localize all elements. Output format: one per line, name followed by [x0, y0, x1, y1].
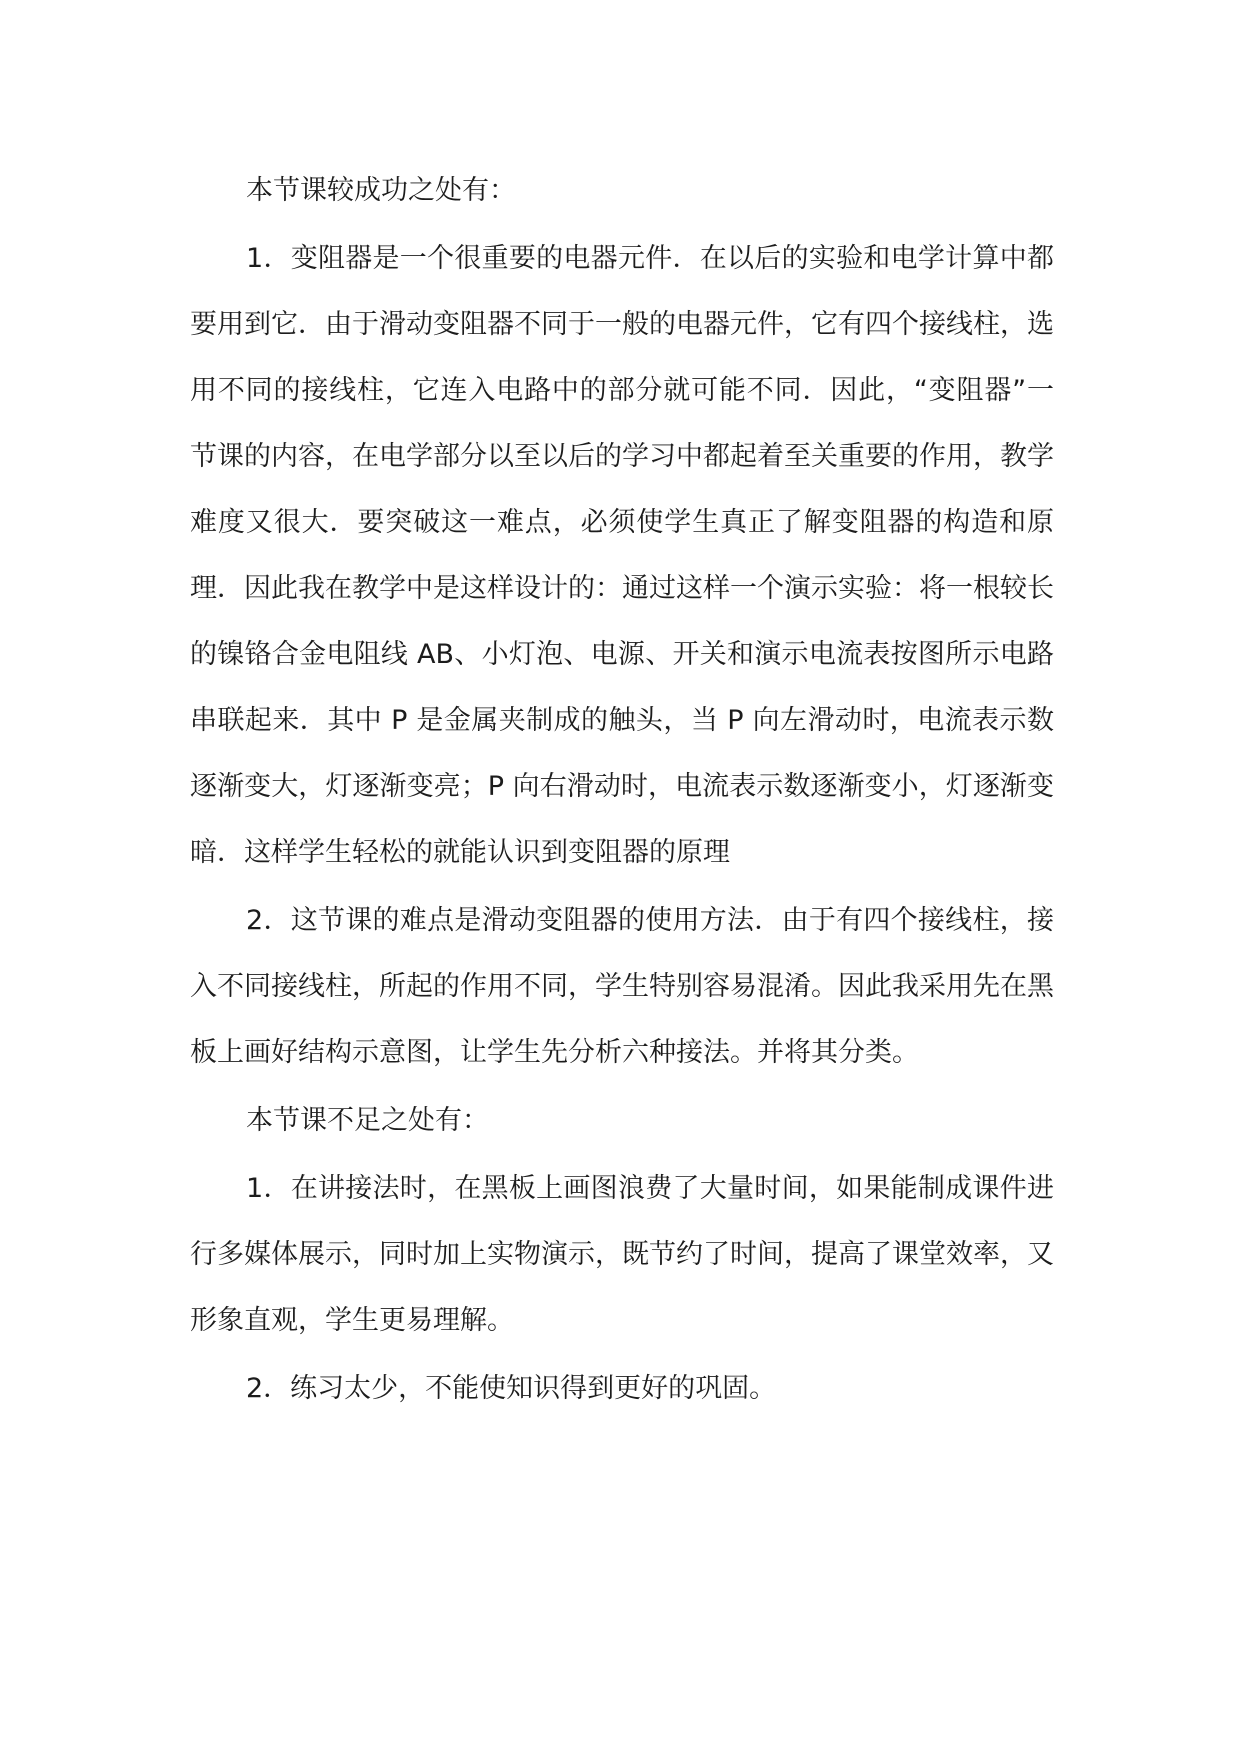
- success-item-1: 1．变阻器是一个很重要的电器元件．在以后的实验和电学计算中都要用到它．由于滑动变阻器不同于一般的电器元件，它有四个接线柱，选用不同的接线柱，它连入电路中的部分就可能不同．因此，“变阻器”一节课的内容，在电学部分以至以后的学习中都起着至关重要的作用，教学难度又很大．要突破这一难点，必须使学生真正了解变阻器的构造和原理．因此我在教学中是这样设计的：通过这样一个演示实验：将一根较长的镍铬合金电阻线 AB、小灯泡、电源、开关和演示电流表按图所示电路串联起来．其中 P 是金属夹制成的触头，当 P 向左滑动时，电流表示数逐渐变大，灯逐渐变亮；P 向右滑动时，电流表示数逐渐变小，灯逐渐变暗．这样学生轻松的就能认识到变阻器的原理: [190, 243, 1054, 868]
- success-item-2: 2．这节课的难点是滑动变阻器的使用方法．由于有四个接线柱，接入不同接线柱，所起的作用不同，学生特别容易混淆。因此我采用先在黑板上画好结构示意图，让学生先分析六种接法。并将其分类。: [190, 905, 1054, 1068]
- shortcomings-heading: 本节课不足之处有：: [246, 1105, 489, 1136]
- successes-heading: 本节课较成功之处有：: [246, 175, 516, 206]
- shortcoming-item-2: 2．练习太少，不能使知识得到更好的巩固。: [246, 1373, 777, 1404]
- shortcoming-item-1: 1．在讲接法时，在黑板上画图浪费了大量时间，如果能制成课件进行多媒体展示，同时加上实物演示，既节约了时间，提高了课堂效率，又形象直观，学生更易理解。: [190, 1173, 1054, 1336]
- document-body: [190, 158, 1054, 1422]
